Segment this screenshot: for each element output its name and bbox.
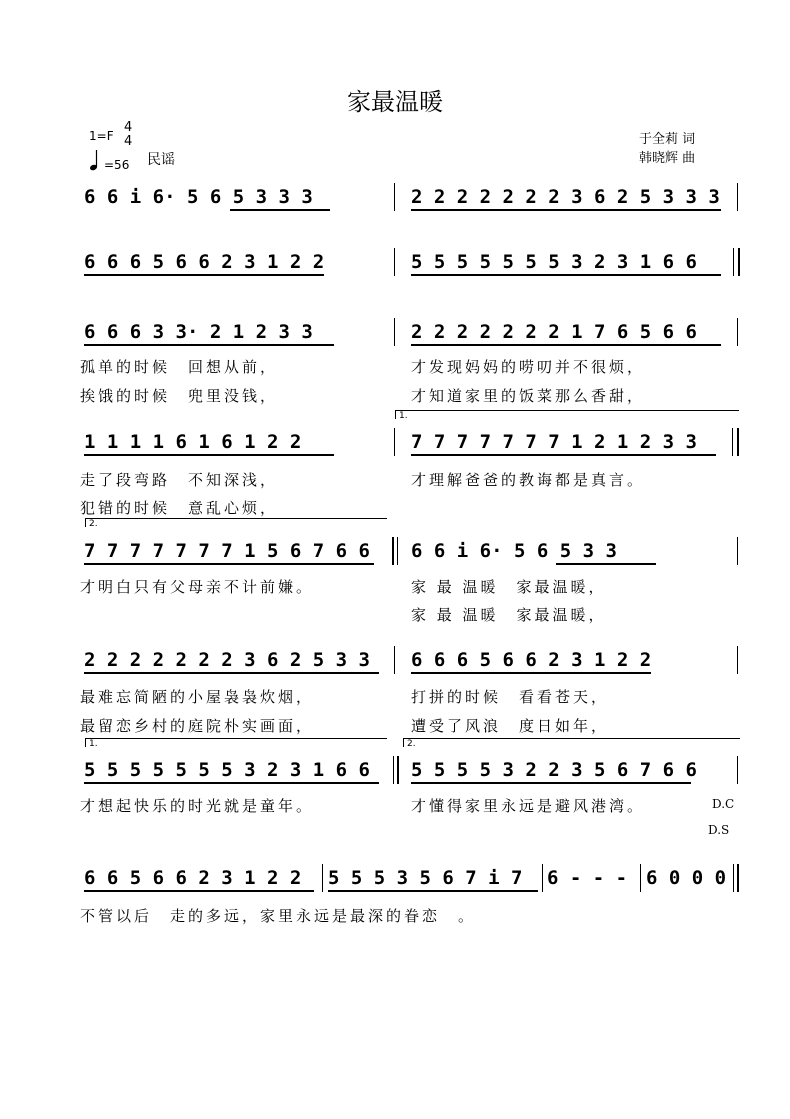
barline: [394, 646, 395, 674]
repeat-start-barline: [392, 537, 394, 565]
lyric-line: 不管以后 走的多远，家里永远是最深的眷恋 。: [80, 907, 477, 925]
beam-underline: [411, 672, 651, 674]
lyric-line: 才理解爸爸的教诲都是真言。: [411, 471, 646, 489]
lyric-line: 家 最 温暖 家最温暖，: [411, 606, 607, 624]
barline: [640, 864, 641, 892]
lyric-line: 最留恋乡村的庭院朴实画面，: [80, 717, 315, 735]
notes-line-6-right: 6 6 6 5 6 6 2 3 1 2 2: [411, 649, 652, 671]
notes-line-8-a: 6 6 5 6 6 2 3 1 2 2: [84, 867, 302, 889]
barline: [737, 183, 738, 211]
lyric-line: 打拼的时候 看看苍天，: [411, 688, 610, 706]
beam-underline: [328, 890, 538, 892]
beam-underline: [230, 209, 330, 211]
double-barline: [397, 756, 399, 784]
beam-underline: [411, 274, 721, 276]
barline: [394, 428, 395, 456]
notes-line-7-right: 5 5 5 5 3 2 2 3 5 6 7 6 6: [411, 759, 697, 781]
volta-bracket: 1.: [395, 410, 739, 419]
beam-underline: [84, 890, 314, 892]
genre-label: 民谣: [147, 152, 175, 168]
beam-underline: [411, 454, 716, 456]
beam-underline: [84, 344, 334, 346]
notes-line-8-b: 5 5 5 3 5 6 7 i 7: [328, 867, 523, 889]
composer-credit: 韩晓辉 曲: [639, 151, 696, 166]
beam-underline: [84, 782, 379, 784]
tempo-value: =56: [104, 158, 130, 172]
barline: [397, 537, 398, 565]
lyric-line: 家 最 温暖 家最温暖，: [411, 578, 607, 596]
barline: [737, 646, 738, 674]
repeat-end-barline: [738, 248, 740, 276]
lyric-line: 才知道家里的饭菜那么香甜，: [411, 387, 646, 405]
notes-line-3-left: 6 6 6 3 3· 2 1 2 3 3: [84, 321, 313, 343]
notes-line-8-c: 6 - - -: [547, 867, 628, 889]
lyric-line: 才发现妈妈的唠叨并不很烦，: [411, 358, 646, 376]
notes-line-5-right: 6 6 i 6· 5 6 5 3 3: [411, 540, 617, 562]
lyric-line: 孤单的时候 回想从前，: [80, 358, 279, 376]
volta-bracket: 2.: [403, 738, 740, 747]
notes-line-4-right: 7 7 7 7 7 7 7 1 2 1 2 3 3: [411, 431, 697, 453]
lyric-line: 挨饿的时候 兜里没钱，: [80, 387, 279, 405]
notes-line-5-left: 7 7 7 7 7 7 7 1 5 6 7 6 6: [84, 540, 370, 562]
notes-line-8-d: 6 0 0 0: [646, 867, 727, 889]
beam-underline: [84, 563, 374, 565]
ds-marker: D.S: [708, 823, 730, 837]
key-signature: 1=F: [89, 129, 114, 143]
barline: [733, 248, 734, 276]
repeat-end-barline: [737, 428, 739, 456]
barline: [542, 864, 543, 892]
lyricist-credit: 于全莉 词: [639, 132, 696, 147]
lyric-line: 最难忘简陋的小屋袅袅炊烟，: [80, 688, 315, 706]
barline: [733, 864, 734, 892]
barline: [394, 248, 395, 276]
beam-underline: [84, 454, 334, 456]
quarter-note-icon: [88, 148, 104, 172]
lyric-line: 才想起快乐的时光就是童年。: [80, 797, 315, 815]
song-title: 家最温暖: [347, 88, 443, 116]
beam-underline: [411, 782, 691, 784]
barline: [394, 183, 395, 211]
notes-line-1-left: 6 6 i 6· 5 6 5 3 3 3: [84, 186, 313, 208]
beam-underline: [411, 209, 721, 211]
notes-line-7-left: 5 5 5 5 5 5 5 3 2 3 1 6 6: [84, 759, 370, 781]
notes-line-1-right: 2 2 2 2 2 2 2 3 6 2 5 3 3 3: [411, 186, 720, 208]
barline: [394, 318, 395, 346]
barline: [732, 428, 733, 456]
lyric-line: 才懂得家里永远是避风港湾。: [411, 797, 646, 815]
dc-marker: D.C: [712, 797, 735, 811]
final-barline: [737, 864, 739, 892]
barline: [737, 537, 738, 565]
notes-line-3-right: 2 2 2 2 2 2 2 1 7 6 5 6 6: [411, 321, 697, 343]
time-signature: [124, 121, 132, 149]
beam-underline: [411, 344, 721, 346]
barline: [393, 756, 394, 784]
volta-bracket: 2.: [85, 518, 387, 527]
lyric-line: 遭受了风浪 度日如年，: [411, 717, 610, 735]
time-signature-top: 4: [124, 120, 133, 135]
time-signature-bottom: 4: [124, 134, 133, 149]
lyric-line: 才明白只有父母亲不计前嫌。: [80, 578, 315, 596]
notes-line-2-right: 5 5 5 5 5 5 5 3 2 3 1 6 6: [411, 251, 697, 273]
notes-line-2-left: 6 6 6 5 6 6 2 3 1 2 2: [84, 251, 325, 273]
lyric-line: 走了段弯路 不知深浅，: [80, 471, 279, 489]
barline: [737, 756, 738, 784]
tempo-marking: [88, 148, 129, 172]
beam-underline: [84, 274, 324, 276]
beam-underline: [84, 672, 379, 674]
barline: [322, 864, 323, 892]
beam-underline: [556, 563, 656, 565]
barline: [737, 318, 738, 346]
lyric-line: 犯错的时候 意乱心烦，: [80, 499, 279, 517]
notes-line-6-left: 2 2 2 2 2 2 2 3 6 2 5 3 3: [84, 649, 370, 671]
volta-bracket: 1.: [85, 738, 387, 747]
notes-line-4-left: 1 1 1 1 6 1 6 1 2 2: [84, 431, 302, 453]
